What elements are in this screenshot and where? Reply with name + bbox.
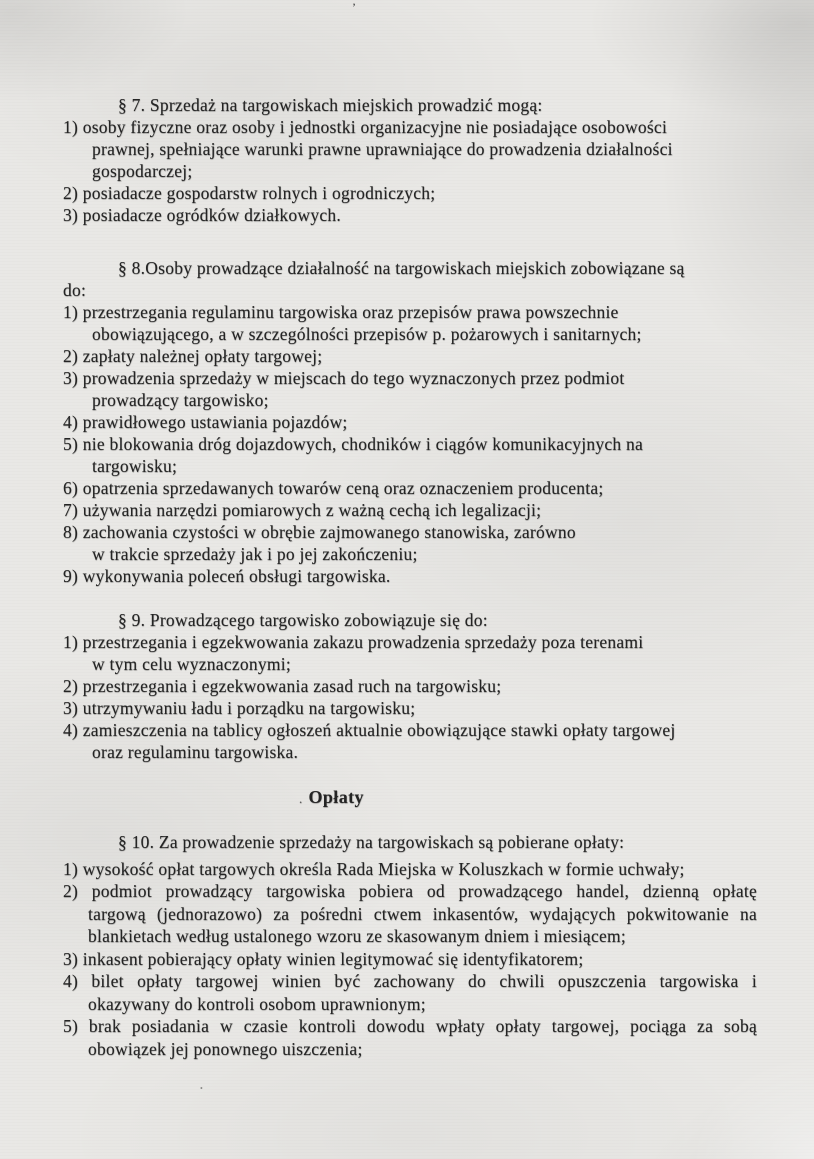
par9-item4-line2: oraz regulaminu targowiska.	[92, 742, 299, 762]
par10-item4-line1: 4) bilet opłaty targowej winien być zachowany do chwili opuszczenia targowiska i	[63, 971, 757, 991]
par7-item1-line1: 1) osoby fizyczne oraz osoby i jednostki organizacyjne nie posiadające osobowości	[63, 117, 668, 137]
par8-intro-line1: § 8.Osoby prowadzące działalność na targowiskach miejskich zobowiązane są	[118, 258, 685, 278]
par8-item5-line1: 5) nie blokowania dróg dojazdowych, chodników i ciągów komunikacyjnych na	[63, 434, 644, 454]
par10-item2-line1: 2) podmiot prowadzący targowiska pobiera od prowadzącego handel, dzienną opłatę	[63, 881, 757, 901]
section-heading-oplaty: Opłaty	[308, 787, 364, 807]
section-paragraf-8	[63, 257, 757, 587]
par8-item3-line1: 3) prowadzenia sprzedaży w miejscach do tego wyznaczonych przez podmiot	[63, 368, 625, 388]
par8-item3-line2: prowadzący targowisko;	[92, 390, 269, 410]
par9-intro: § 9. Prowadzącego targowisko zobowiązuje się do:	[118, 610, 488, 630]
scan-dot-before-heading: .	[299, 791, 303, 806]
par7-item1-line3: gospodarczej;	[92, 161, 193, 181]
par10-item5-line2: obowiązek jej ponownego uiszczenia;	[88, 1038, 363, 1059]
par7-item2: 2) posiadacze gospodarstw rolnych i ogrodniczych;	[63, 183, 436, 203]
par8-item2: 2) zapłaty należnej opłaty targowej;	[63, 346, 323, 366]
par8-item7: 7) używania narzędzi pomiarowych z ważną cechą ich legalizacji;	[63, 500, 542, 520]
par10-item1: 1) wysokość opłat targowych określa Rada Miejska w Koluszkach w formie uchwały;	[63, 858, 685, 879]
par9-item1-line2: w tym celu wyznaczonymi;	[92, 654, 291, 674]
par8-item1-line2: obowiązującego, a w szczególności przepisów p. pożarowych i sanitarnych;	[92, 324, 642, 344]
par8-item6: 6) opatrzenia sprzedawanych towarów ceną oraz oznaczeniem producenta;	[63, 478, 604, 498]
par9-item1-line1: 1) przestrzegania i egzekwowania zakazu prowadzenia sprzedaży poza terenami	[63, 632, 644, 652]
par8-item5-line2: targowisku;	[92, 456, 178, 476]
par8-item8-line1: 8) zachowania czystości w obrębie zajmowanego stanowiska, zarówno	[63, 522, 576, 542]
section-paragraf-9	[63, 609, 757, 763]
oplaty-heading-row	[63, 786, 757, 808]
par10-item3: 3) inkasent pobierający opłaty winien legitymować się identyfikatorem;	[63, 948, 584, 969]
par7-intro: § 7. Sprzedaż na targowiskach miejskich prowadzić mogą:	[118, 95, 543, 115]
par8-item4: 4) prawidłowego ustawiania pojazdów;	[63, 412, 348, 432]
par9-item4-line1: 4) zamieszczenia na tablicy ogłoszeń aktualnie obowiązujące stawki opłaty targowej	[63, 720, 676, 740]
par8-item1-line1: 1) przestrzegania regulaminu targowiska oraz przepisów prawa powszechnie	[63, 302, 619, 322]
document-text-block	[63, 94, 757, 1060]
scan-speck-bottom: •	[200, 1084, 204, 1093]
par8-item9: 9) wykonywania poleceń obsługi targowiska.	[63, 566, 391, 586]
par10-item2-line2: targową (jednorazowo) za pośredni ctwem inkasentów, wydających pokwitowanie na	[88, 903, 757, 924]
par9-item3: 3) utrzymywaniu ładu i porządku na targowisku;	[63, 698, 416, 718]
par10-intro: § 10. Za prowadzenie sprzedaży na targowiskach są pobierane opłaty:	[118, 832, 625, 852]
par7-item3: 3) posiadacze ogródków działkowych.	[63, 205, 341, 225]
par8-intro-line2: do:	[63, 280, 87, 300]
section-paragraf-10	[63, 831, 757, 1060]
par8-item8-line2: w trakcie sprzedaży jak i po jej zakończeniu;	[92, 544, 418, 564]
par10-item5-line1: 5) brak posiadania w czasie kontroli dowodu wpłaty opłaty targowej, pociąga za sobą	[63, 1016, 757, 1036]
scan-speck-top: ’	[352, 0, 357, 14]
par10-item2-line3: blankietach według ustalonego wzoru ze skasowanym dniem i miesiącem;	[88, 926, 626, 946]
section-paragraf-7	[63, 94, 757, 226]
par9-item2: 2) przestrzegania i egzekwowania zasad ruch na targowisku;	[63, 676, 502, 696]
par7-item1-line2: prawnej, spełniające warunki prawne uprawniające do prowadzenia działalności	[92, 139, 673, 159]
par10-item4-line2: okazywany do kontroli osobom uprawnionym;	[88, 993, 426, 1014]
